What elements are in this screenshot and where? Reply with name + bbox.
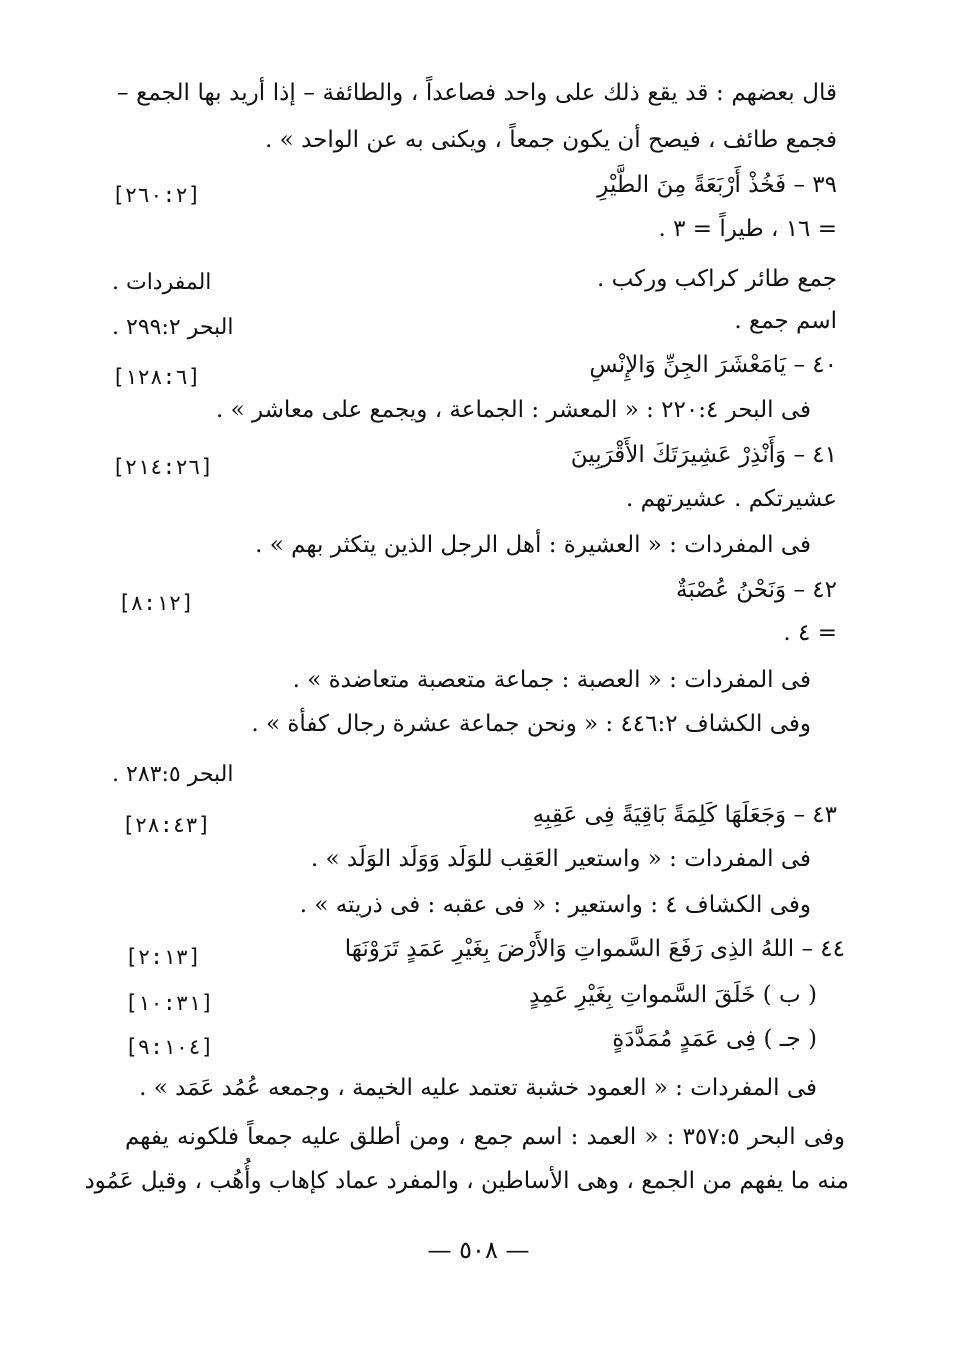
text-line: فجمع طائف ، فيصح أن يكون جمعاً ، ويكنى به عن الواحد » . bbox=[265, 127, 837, 153]
verse-line: ٣٩ – فَخُذْ أَرْبَعَةً مِنَ الطَّيْرِ bbox=[597, 172, 837, 198]
verse-line: ٤٤ – اللهُ الذِى رَفَعَ السَّمواتِ وَالأَرْضَ بِغَيْرِ عَمَدٍ تَرَوْنَهَا bbox=[344, 936, 845, 962]
verse-reference: [٨:١٢] bbox=[118, 591, 194, 615]
verse-reference: [٢:١٣] bbox=[125, 945, 201, 969]
verse-line: ٤٢ – وَنَحْنُ عُصْبَةٌ bbox=[676, 577, 837, 603]
verse-reference: [١٢٨:٦] bbox=[112, 365, 201, 389]
text-line: فى المفردات : « العصبة : جماعة متعصبة متعاضدة » . bbox=[292, 667, 811, 693]
text-line: = ٤ . bbox=[783, 620, 837, 646]
side-note: البحر ٢٨٣:٥ . bbox=[112, 762, 234, 787]
text-line: فى البحر ٢٢٠:٤ : « المعشر : الجماعة ، ويجمع على معاشر » . bbox=[215, 397, 811, 423]
text-line: منه ما يفهم من الجمع ، وهى الأساطين ، والمفرد عماد كإهاب وأُهُب ، وقيل عَمُود bbox=[84, 1168, 849, 1194]
text-line: فى المفردات : « العشيرة : أهل الرجل الذين يتكثر بهم » . bbox=[255, 532, 811, 558]
text-line: قال بعضهم : قد يقع ذلك على واحد فصاعداً ، والطائفة – إذا أريد بها الجمع – bbox=[117, 80, 837, 106]
side-note: البحر ٢٩٩:٢ . bbox=[112, 315, 234, 340]
verse-line: ( جـ ) فِى عَمَدٍ مُمَدَّدَةٍ bbox=[612, 1026, 817, 1052]
verse-reference: [٢٨:٤٣] bbox=[122, 813, 211, 837]
text-line: اسم جمع . bbox=[734, 308, 837, 334]
verse-reference: [١٠:٣١] bbox=[125, 991, 214, 1015]
text-line: عشيرتكم . عشيرتهم . bbox=[625, 486, 837, 512]
side-note: المفردات . bbox=[112, 270, 212, 295]
verse-reference: [٩:١٠٤] bbox=[125, 1035, 214, 1059]
verse-line: ٤١ – وَأَنْذِرْ عَشِيرَتَكَ الأَقْرَبِينَ bbox=[570, 442, 837, 468]
verse-reference: [٢١٤:٢٦] bbox=[112, 455, 214, 479]
text-line: فى المفردات : « العمود خشبة تعتمد عليه الخيمة ، وجمعه عُمُد عَمَد » . bbox=[139, 1075, 817, 1101]
text-line: وفى الكشاف ٤ : واستعير : « فى عقبه : فى ذريته » . bbox=[299, 892, 811, 918]
verse-line: ٤٠ – يَامَعْشَرَ الجِنِّ وَالإِنْسِ bbox=[589, 352, 837, 378]
verse-line: ٤٣ – وَجَعَلَهَا كَلِمَةً بَاقِيَةً فِى عَقِبِهِ bbox=[532, 802, 837, 828]
text-line: = ١٦ ، طيراً = ٣ . bbox=[658, 216, 837, 242]
text-line: جمع طائر كراكب وركب . bbox=[596, 266, 837, 292]
text-line: وفى الكشاف ٤٤٦:٢ : « ونحن جماعة عشرة رجال كفأة » . bbox=[251, 711, 811, 737]
verse-line: ( ب ) خَلَقَ السَّمواتِ بِغَيْرِ عَمِدٍ bbox=[529, 982, 817, 1008]
text-line: وفى البحر ٣٥٧:٥ : « العمد : اسم جمع ، ومن أطلق عليه جمعاً فلكونه يفهم bbox=[125, 1124, 845, 1150]
text-line: فى المفردات : « واستعير العَقِب للوَلَد وَوَلَد الوَلَد » . bbox=[310, 846, 811, 872]
page-number: — ٥٠٨ — bbox=[427, 1236, 530, 1264]
verse-reference: [٢٦٠:٢] bbox=[112, 183, 201, 207]
